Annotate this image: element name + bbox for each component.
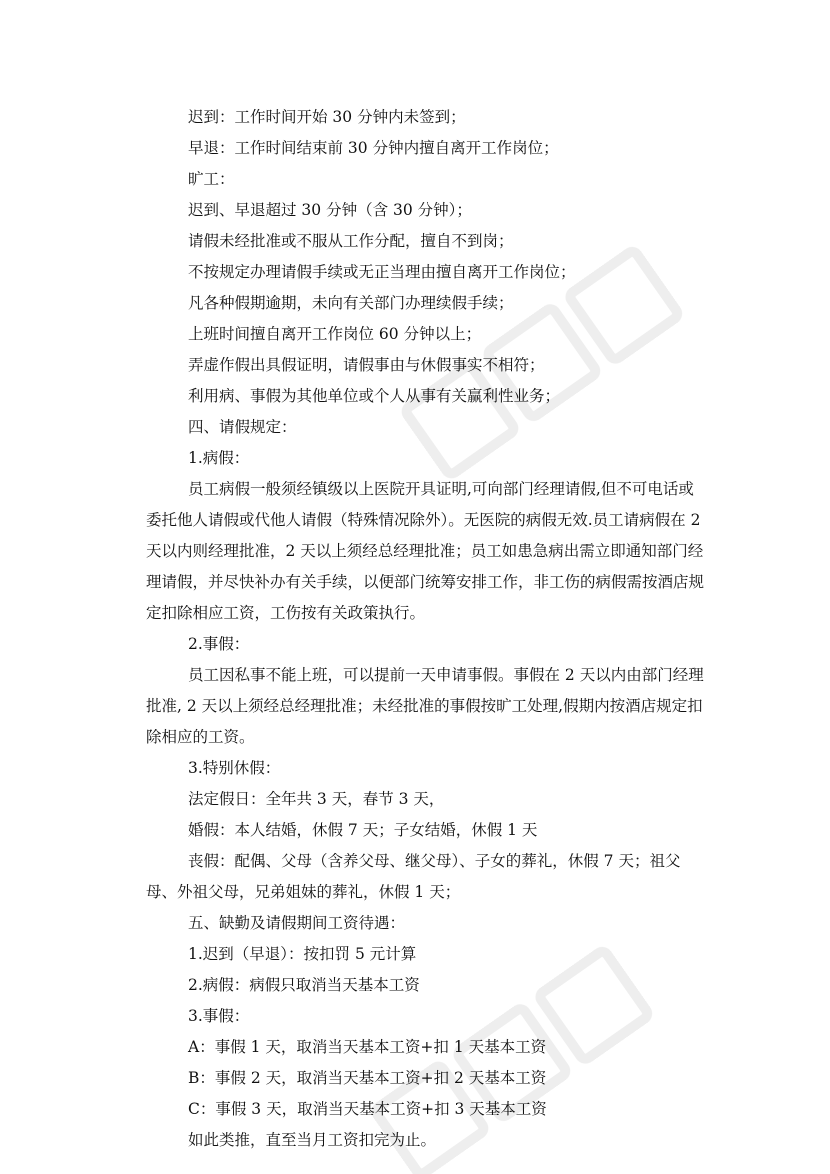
text-line: 2.病假：病假只取消当天基本工资 xyxy=(188,976,420,994)
text-line: 如此类推，直至当月工资扣完为止。 xyxy=(188,1131,437,1149)
text-line: 婚假：本人结婚，休假 7 天；子女结婚，休假 1 天 xyxy=(188,821,538,839)
text-line: 请假未经批准或不服从工作分配，擅自不到岗； xyxy=(188,232,514,250)
subsection-heading: 3.特别休假： xyxy=(188,759,281,777)
bereavement-paragraph: 丧假：配偶、父母（含养父母、继父母）、子女的葬礼，休假 7 天；祖父母、外祖父母，兄弟姐妹的葬礼，休假 1 天； xyxy=(146,852,681,901)
subsection-heading: 2.事假： xyxy=(188,635,250,653)
document-body xyxy=(146,102,706,1156)
text-line: C：事假 3 天，取消当天基本工资+扣 3 天基本工资 xyxy=(188,1100,547,1118)
sick-leave-paragraph: 员工病假一般须经镇级以上医院开具证明,可向部门经理请假,但不可电话或委托他人请假或代他人请假（特殊情况除外）。无医院的病假无效.员工请病假在 2 天以内则经理批准，2 天以上须经总经理批准；员工如患急病出需立即通知部门经理请假，并尽快补办有关手续，以便部门统筹安排工作，非工伤的病假需按酒店规定扣除相应工资，工伤按有关政策执行。 xyxy=(146,480,705,622)
subsection-heading: 1.病假： xyxy=(188,449,250,467)
text-line: 迟到、早退超过 30 分钟（含 30 分钟）； xyxy=(188,201,472,219)
personal-leave-paragraph: 员工因私事不能上班，可以提前一天申请事假。事假在 2 天以内由部门经理批准, 2 天以上须经总经理批准；未经批准的事假按旷工处理,假期内按酒店规定扣除相应的工资。 xyxy=(146,666,704,746)
text-line: A：事假 1 天，取消当天基本工资+扣 1 天基本工资 xyxy=(188,1038,547,1056)
text-line: 旷工： xyxy=(188,170,235,188)
text-line: 利用病、事假为其他单位或个人从事有关赢利性业务； xyxy=(188,387,561,405)
section-heading: 五、缺勤及请假期间工资待遇： xyxy=(188,914,406,932)
text-line: 弄虚作假出具假证明，请假事由与休假事实不相符； xyxy=(188,356,545,374)
text-line: 早退：工作时间结束前 30 分钟内擅自离开工作岗位； xyxy=(188,139,559,157)
text-line: 不按规定办理请假手续或无正当理由擅自离开工作岗位； xyxy=(188,263,576,281)
text-line: 3.事假： xyxy=(188,1007,250,1025)
text-line: B：事假 2 天，取消当天基本工资+扣 2 天基本工资 xyxy=(188,1069,547,1087)
text-line: 凡各种假期逾期，未向有关部门办理续假手续； xyxy=(188,294,514,312)
text-line: 法定假日：全年共 3 天，春节 3 天， xyxy=(188,790,445,808)
section-heading: 四、请假规定： xyxy=(188,418,297,436)
text-line: 上班时间擅自离开工作岗位 60 分钟以上； xyxy=(188,325,482,343)
text-line: 1.迟到（早退）：按扣罚 5 元计算 xyxy=(188,945,417,963)
text-line: 迟到：工作时间开始 30 分钟内未签到； xyxy=(188,108,466,126)
